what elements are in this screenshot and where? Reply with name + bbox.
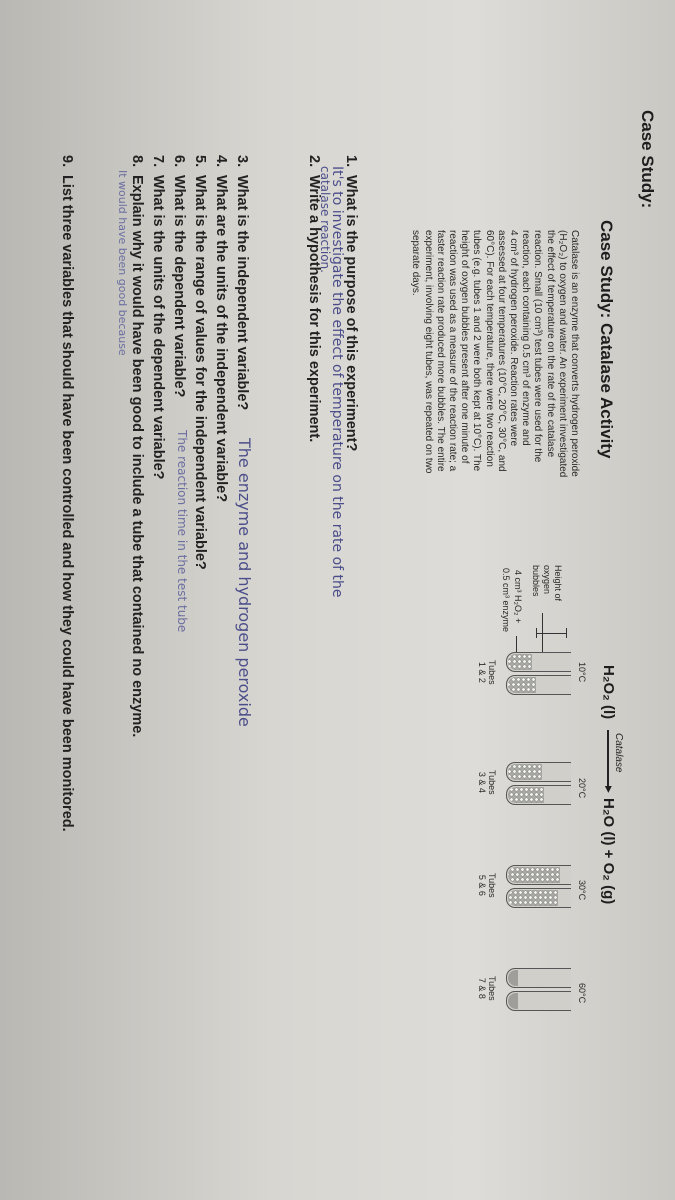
- tube-label: Tubes 5 & 6: [477, 873, 497, 898]
- paragraph-line: the effect of temperature on the rate of the catalase: [544, 230, 556, 458]
- equation-reactant: H₂O₂ (l): [600, 665, 617, 720]
- paragraph-line: reaction was used as a measure of the reaction rate; a: [446, 230, 458, 472]
- question-2: 2.Write a hypothesis for this experiment.: [306, 155, 322, 443]
- page-header: Case Study:: [638, 110, 657, 209]
- paragraph-line: 60°C). For each temperature, there were two reaction: [483, 230, 495, 467]
- tube-label: Tubes 7 & 8: [477, 976, 497, 1001]
- temp-label: 20°C: [577, 778, 587, 799]
- test-tube-2: [506, 675, 571, 695]
- equation-arrow: [608, 730, 610, 790]
- height-bracket-top: [566, 628, 567, 638]
- answer-6-handwriting: The reaction time in the test tube: [175, 430, 189, 633]
- height-bracket: [537, 633, 567, 634]
- temp-label: 30°C: [577, 880, 587, 901]
- test-tube-6: [506, 888, 571, 908]
- paragraph-line: separate days.: [410, 230, 422, 296]
- tube-label: Tubes 3 & 4: [477, 770, 497, 795]
- question-1: 1.What is the purpose of this experiment?: [343, 155, 359, 452]
- tube-label: Tubes 1 & 2: [477, 660, 497, 685]
- contents-label: 0.5 cm³ enzyme: [501, 568, 511, 633]
- answer-3-handwriting: The enzyme and hydrogen peroxide: [235, 438, 254, 727]
- intro-paragraph: [409, 230, 580, 560]
- question-9: 9.List three variables that should have been controlled and how they could have been monitored.: [59, 155, 75, 832]
- height-bracket-bottom: [536, 628, 537, 638]
- question-7: 7.What is the units of the dependent variable?: [150, 155, 166, 480]
- paragraph-line: tubes (e.g. tubes 1 and 2 were both kept at 10°C). The: [471, 230, 483, 472]
- test-tube-8: [506, 991, 571, 1011]
- paragraph-line: (H₂O₂) to oxygen and water. An experiment investigated: [556, 230, 568, 478]
- equation-catalyst: Catalase: [613, 733, 624, 773]
- height-label: Height of oxygen bubbles: [531, 565, 563, 602]
- paragraph-line: 4 cm³ of hydrogen peroxide. Reaction rates were: [507, 230, 519, 447]
- test-tube-7: [506, 968, 571, 988]
- question-3: 3.What is the independent variable?: [234, 155, 250, 411]
- temp-label: 10°C: [577, 662, 587, 683]
- temp-label: 60°C: [577, 983, 587, 1004]
- test-tube-1: [506, 652, 571, 672]
- question-5: 5.What is the range of values for the independent variable?: [192, 155, 208, 570]
- paragraph-line: reaction. Small (10 cm³) test tubes were used for the: [532, 230, 544, 463]
- page-title: Case Study: Catalase Activity: [597, 220, 616, 459]
- paragraph-line: faster reaction rate produced more bubbles. The entire: [434, 230, 446, 472]
- contents-label: 4 cm³ H₂O₂ +: [513, 570, 523, 624]
- answer-1-handwriting: It's to investigate the effect of temperature on the rate of the: [329, 166, 345, 598]
- paragraph-line: Catalase is an enzyme that converts hydrogen peroxide: [569, 230, 580, 477]
- arrow-head-icon: ▶: [604, 786, 614, 793]
- paragraph-line: experiment, involving eight tubes, was repeated on two: [422, 230, 434, 474]
- equation-products: H₂O (l) + O₂ (g): [600, 798, 617, 905]
- paragraph-line: reaction, each containing 0.5 cm³ of enzyme and: [520, 230, 532, 446]
- test-tube-4: [506, 785, 571, 805]
- test-tube-3: [506, 762, 571, 782]
- paragraph-line: height of oxygen bubbles present after one minute of: [459, 230, 471, 464]
- answer-1-handwriting: catalase reaction.: [318, 166, 332, 273]
- paragraph-line: assessed at four temperatures (10°C, 20°C, 30°C, and: [495, 230, 507, 472]
- question-4: 4.What are the units of the independent variable?: [213, 155, 229, 503]
- question-6: 6.What is the dependent variable?: [171, 155, 187, 398]
- test-tube-5: [506, 865, 571, 885]
- answer-8-handwriting: It would have been good because: [116, 170, 129, 356]
- question-8: 8.Explain why it would have been good to include a tube that contained no enzyme.: [129, 155, 145, 738]
